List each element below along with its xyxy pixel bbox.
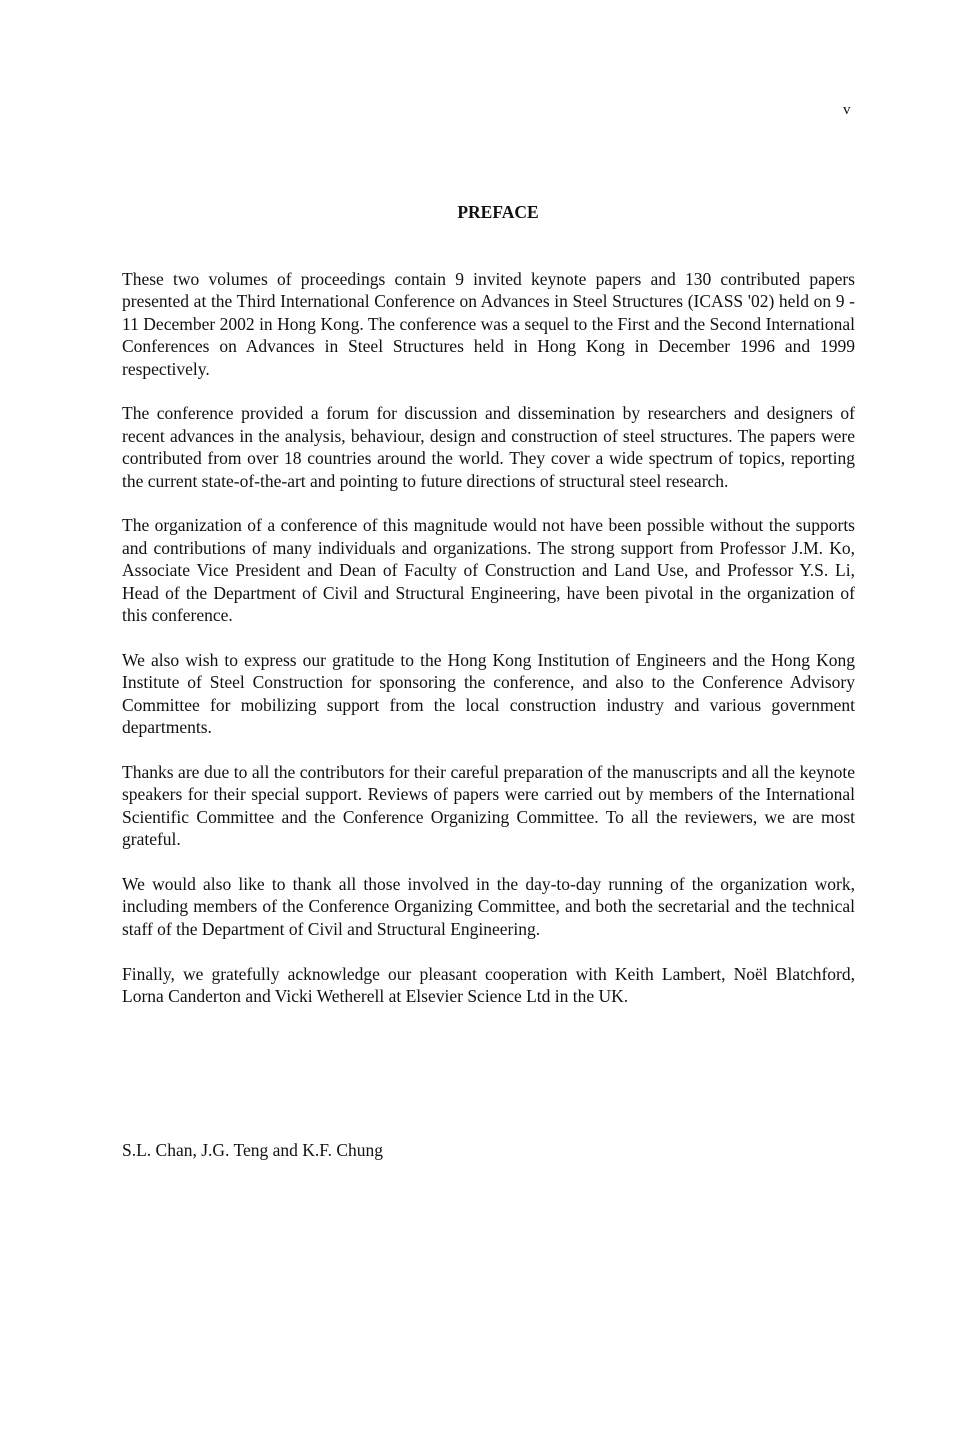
page-number: v	[843, 102, 851, 118]
paragraph-6: We would also like to thank all those involved in the day-to-day running of the organization work, including members of the Conference Organizing Committee, and both the secretarial and the technical staff of the Department of Civil and Structural Engineering.	[122, 873, 855, 939]
paragraph-5: Thanks are due to all the contributors for their careful preparation of the manuscripts and all the keynote speakers for their special support. Reviews of papers were carried out by members of the International Scientific Committee and the Conference Organizing Committee. To all the reviewers, we are most grateful.	[122, 761, 855, 850]
paragraph-1: These two volumes of proceedings contain 9 invited keynote papers and 130 contributed papers presented at the Third International Conference on Advances in Steel Structures (ICASS '02) held on 9 - 11 December 2002 in Hong Kong. The conference was a sequel to the First and the Second International Conferences on Advances in Steel Structures held in Hong Kong in December 1996 and 1999 respectively.	[122, 269, 855, 379]
paragraph-2: The conference provided a forum for discussion and dissemination by researchers and designers of recent advances in the analysis, behaviour, design and construction of steel structures. The papers were contributed from over 18 countries around the world. They cover a wide spectrum of topics, reporting the current state-of-the-art and pointing to future directions of structural steel research.	[122, 403, 855, 491]
preface-body	[122, 268, 855, 1030]
paragraph-3: The organization of a conference of this magnitude would not have been possible without the supports and contributions of many individuals and organizations. The strong support from Professor J.M. Ko, Associate Vice President and Dean of Faculty of Construction and Land Use, and Professor Y.S. Li, Head of the Department of Civil and Structural Engineering, have been pivotal in the organization of this conference.	[122, 515, 855, 626]
paragraph-4: We also wish to express our gratitude to the Hong Kong Institution of Engineers and the Hong Kong Institute of Steel Construction for sponsoring the conference, and also to the Conference Advisory Committee for mobilizing support from the local construction industry and various government departments.	[122, 649, 855, 738]
paragraph-7: Finally, we gratefully acknowledge our pleasant cooperation with Keith Lambert, Noël Blatchford, Lorna Canderton and Vicki Wetherell at Elsevier Science Ltd in the UK.	[122, 963, 855, 1006]
signature: S.L. Chan, J.G. Teng and K.F. Chung	[122, 1140, 384, 1160]
page-title: PREFACE	[457, 202, 539, 222]
